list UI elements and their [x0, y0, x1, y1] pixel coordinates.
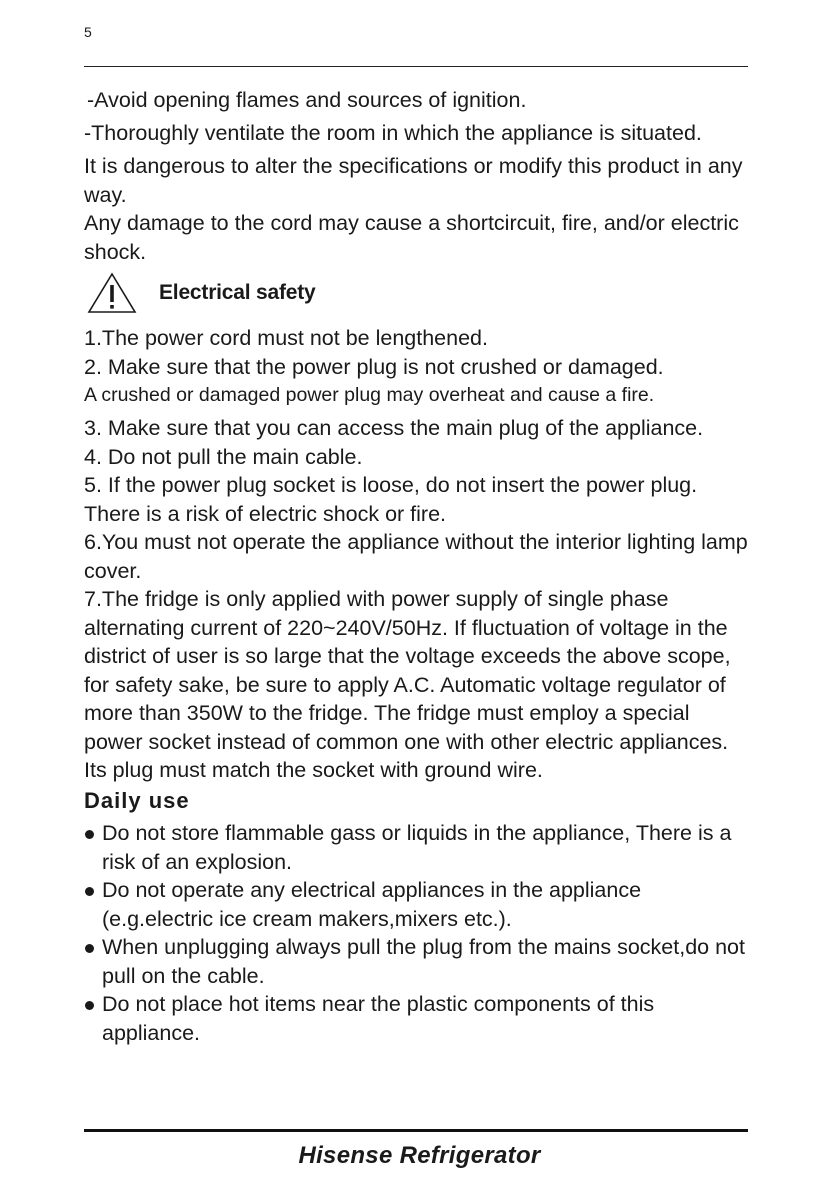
daily-use-title: Daily use — [84, 787, 190, 813]
electrical-safety-heading — [84, 268, 754, 318]
electrical-item-7: 7.The fridge is only applied with power supply of single phase alternating current of 220~240V/50Hz. If fluctuation of voltage in the district of user is so large that the voltage exceeds the above scope, for safety sake, be sure to apply A.C. Automatic voltage regulator of more than 350W to the fridge. The fridge must employ a special power socket instead of common one with other electric appliances. Its plug must match the socket with ground wire. — [84, 587, 731, 782]
list-item — [84, 819, 754, 876]
daily-use-item-1: Do not store flammable gass or liquids in the appliance, There is a risk of an explosion. — [102, 821, 732, 874]
intro-line-1: -Avoid opening flames and sources of ignition. — [87, 88, 527, 112]
electrical-safety-title: Electrical safety — [159, 280, 316, 304]
electrical-item-2: 2. Make sure that the power plug is not crushed or damaged. — [84, 354, 664, 379]
electrical-item-1: 1.The power cord must not be lengthened. — [84, 326, 488, 350]
electrical-item-4: 4. Do not pull the main cable. — [84, 444, 363, 469]
intro-line-3: It is dangerous to alter the specifications or modify this product in any way. — [84, 154, 743, 207]
bottom-divider — [84, 1129, 748, 1132]
electrical-item-3: 3. Make sure that you can access the main plug of the appliance. — [84, 416, 704, 440]
page-content — [84, 86, 754, 1047]
bullet-icon — [85, 830, 94, 839]
daily-use-item-4: Do not place hot items near the plastic components of this appliance. — [102, 992, 655, 1045]
intro-line-2: -Thoroughly ventilate the room in which the appliance is situated. — [84, 120, 702, 145]
page-number: 5 — [84, 24, 92, 40]
list-item — [84, 990, 754, 1047]
bullet-icon — [85, 944, 94, 953]
daily-use-list — [84, 819, 754, 1047]
electrical-item-6: 6.You must not operate the appliance without the interior lighting lamp cover. — [84, 530, 748, 583]
daily-use-item-2: Do not operate any electrical appliances in the appliance (e.g.electric ice cream makers,mixers etc.). — [102, 878, 642, 931]
electrical-item-2-note: A crushed or damaged power plug may overheat and cause a fire. — [84, 384, 655, 406]
list-item — [84, 933, 754, 990]
top-divider — [84, 66, 748, 67]
bullet-icon — [85, 887, 94, 896]
daily-use-item-3: When unplugging always pull the plug from the mains socket,do not pull on the cable. — [102, 935, 745, 988]
footer-brand: Hisense Refrigerator — [298, 1142, 541, 1169]
intro-line-4: Any damage to the cord may cause a shortcircuit, fire, and/or electric shock. — [84, 211, 739, 264]
electrical-item-5: 5. If the power plug socket is loose, do not insert the power plug. There is a risk of electric shock or fire. — [84, 473, 698, 526]
list-item — [84, 876, 754, 933]
bullet-icon — [85, 1001, 94, 1010]
warning-triangle-icon — [87, 272, 137, 314]
